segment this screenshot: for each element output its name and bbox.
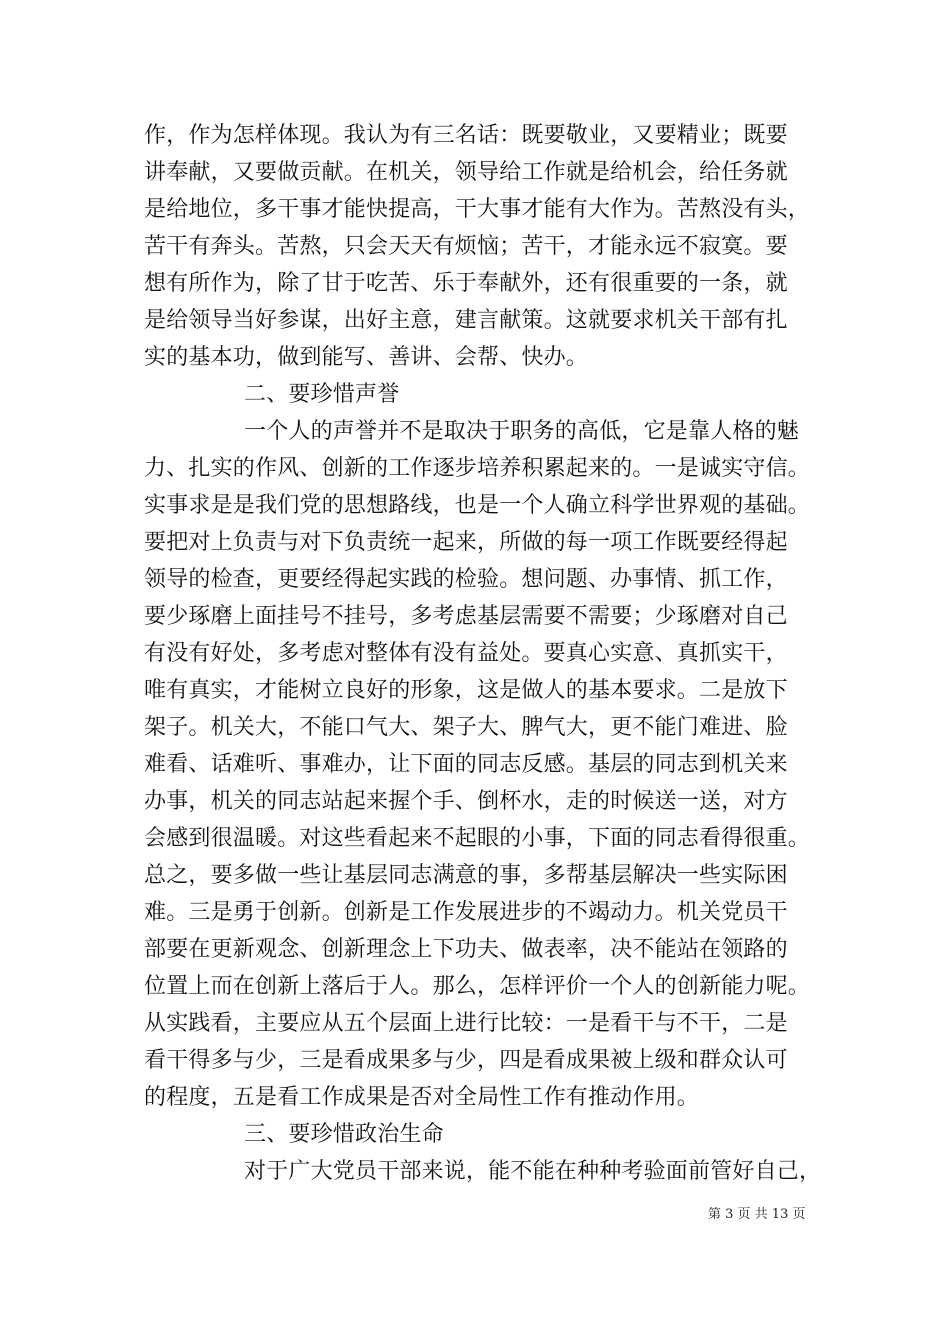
paragraph-line: 实事求是是我们党的思想路线，也是一个人确立科学世界观的基础。 [144,493,811,518]
paragraph-line: 位置上而在创新上落后于人。那么，怎样评价一个人的创新能力呢。 [144,974,811,999]
paragraph-line: 对于广大党员干部来说，能不能在种种考验面前管好自己， [244,1159,822,1184]
paragraph-line: 看干得多与少，三是看成果多与少，四是看成果被上级和群众认可 [144,1048,788,1073]
paragraph-line: 办事，机关的同志站起来握个手、倒杯水，走的时候送一送，对方 [144,789,788,814]
paragraph-line: 讲奉献，又要做贡献。在机关，领导给工作就是给机会，给任务就 [144,160,788,185]
paragraph-line: 会感到很温暖。对这些看起来不起眼的小事，下面的同志看得很重。 [144,826,811,851]
paragraph-line: 唯有真实，才能树立良好的形象，这是做人的基本要求。二是放下 [144,678,788,703]
paragraph-line: 难看、话难听、事难办，让下面的同志反感。基层的同志到机关来 [144,752,788,777]
page-number: 第 3 页 共 13 页 [708,1207,806,1222]
paragraph-line: 总之，要多做一些让基层同志满意的事，多帮基层解决一些实际困 [144,863,788,888]
paragraph-line: 难。三是勇于创新。创新是工作发展进步的不竭动力。机关党员干 [144,900,788,925]
paragraph-line: 要少琢磨上面挂号不挂号，多考虑基层需要不需要；少琢磨对自己 [144,604,788,629]
paragraph-line: 是给地位，多干事才能快提高，干大事才能有大作为。苦熬没有头， [144,197,811,222]
paragraph-line: 作，作为怎样体现。我认为有三名话：既要敬业，又要精业；既要 [144,123,788,148]
paragraph-line: 有没有好处，多考虑对整体有没有益处。要真心实意、真抓实干， [144,641,788,666]
paragraph-line: 的程度，五是看工作成果是否对全局性工作有推动作用。 [144,1085,700,1110]
paragraph-line: 力、扎实的作风、创新的工作逐步培养积累起来的。一是诚实守信。 [144,456,811,481]
paragraph-line: 苦干有奔头。苦熬，只会天天有烦恼；苦干，才能永远不寂寞。要 [144,234,788,259]
paragraph-line: 领导的检查，更要经得起实践的检验。想问题、办事情、抓工作， [144,567,788,592]
section-heading: 三、要珍惜政治生命 [244,1122,444,1147]
paragraph-line: 想有所作为，除了甘于吃苦、乐于奉献外，还有很重要的一条，就 [144,271,788,296]
paragraph-line: 从实践看，主要应从五个层面上进行比较：一是看干与不干，二是 [144,1011,788,1036]
section-heading: 二、要珍惜声誉 [244,382,400,407]
paragraph-line: 实的基本功，做到能写、善讲、会帮、快办。 [144,345,589,370]
paragraph-line: 部要在更新观念、创新理念上下功夫、做表率，决不能站在领路的 [144,937,788,962]
paragraph-line: 一个人的声誉并不是取决于职务的高低，它是靠人格的魅 [244,419,800,444]
paragraph-line: 要把对上负责与对下负责统一起来，所做的每一项工作既要经得起 [144,530,788,555]
paragraph-line: 架子。机关大，不能口气大、架子大、脾气大，更不能门难进、脸 [144,715,788,740]
paragraph-line: 是给领导当好参谋，出好主意，建言献策。这就要求机关干部有扎 [144,308,788,333]
